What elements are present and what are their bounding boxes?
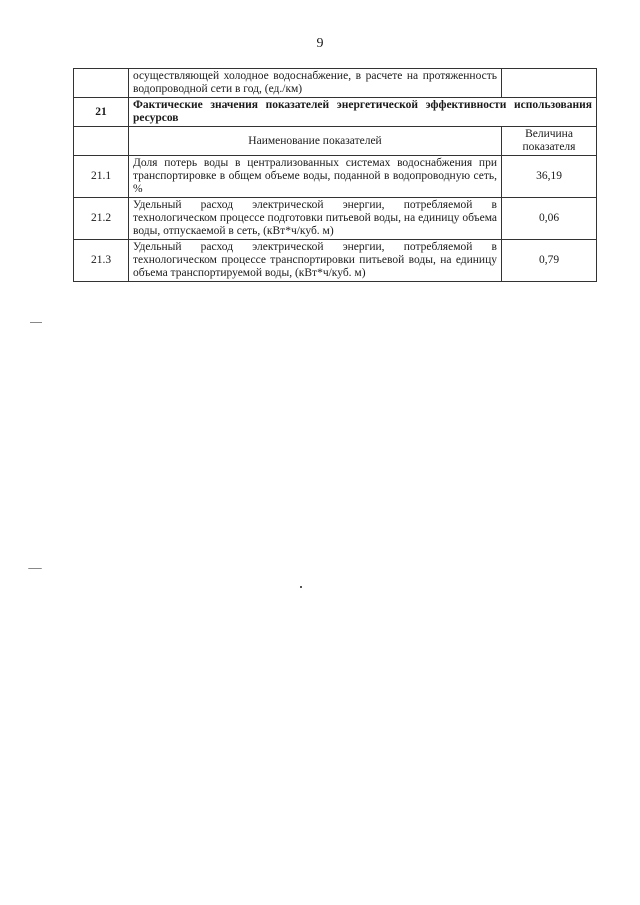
scan-artifact: [30, 322, 42, 323]
indicator-value: 0,06: [502, 198, 597, 240]
section-number: 21: [74, 98, 129, 127]
indicator-description: осуществляющей холодное водоснабжение, в расчете на протяженность водопроводной сети в год, (ед./км): [129, 69, 502, 98]
page-number: 9: [316, 36, 324, 51]
section-title: Фактические значения показателей энергетической эффективности использования ресурсов: [129, 98, 597, 127]
row-number: 21.2: [74, 198, 129, 240]
table-row: [74, 198, 597, 240]
indicator-value: 0,79: [502, 240, 597, 282]
continuation-row: [74, 69, 597, 98]
section-row: [74, 98, 597, 127]
indicator-description: Доля потерь воды в централизованных системах водоснабжения при транспортировке в общем объеме воды, поданной в водопроводную сеть, %: [129, 156, 502, 198]
table-row: [74, 156, 597, 198]
indicator-description: Удельный расход электрической энергии, потребляемой в технологическом процессе транспортировки питьевой воды, на единицу объема транспортируемой воды, (кВт*ч/куб. м): [129, 240, 502, 282]
header-row: [74, 127, 597, 156]
row-number: 21.3: [74, 240, 129, 282]
indicators-table: [73, 68, 597, 282]
scan-artifact: [28, 568, 42, 569]
header-name: Наименование показателей: [129, 127, 502, 156]
header-value: Величина показателя: [502, 127, 597, 156]
row-number: 21.1: [74, 156, 129, 198]
indicator-description: Удельный расход электрической энергии, потребляемой в технологическом процессе подготовки питьевой воды, на единицу объема воды, отпускаемой в сеть, (кВт*ч/куб. м): [129, 198, 502, 240]
table-row: [74, 240, 597, 282]
row-number: [74, 69, 129, 98]
indicator-value: 36,19: [502, 156, 597, 198]
indicator-value: [502, 69, 597, 98]
header-empty-cell: [74, 127, 129, 156]
scan-dot: [300, 586, 302, 588]
